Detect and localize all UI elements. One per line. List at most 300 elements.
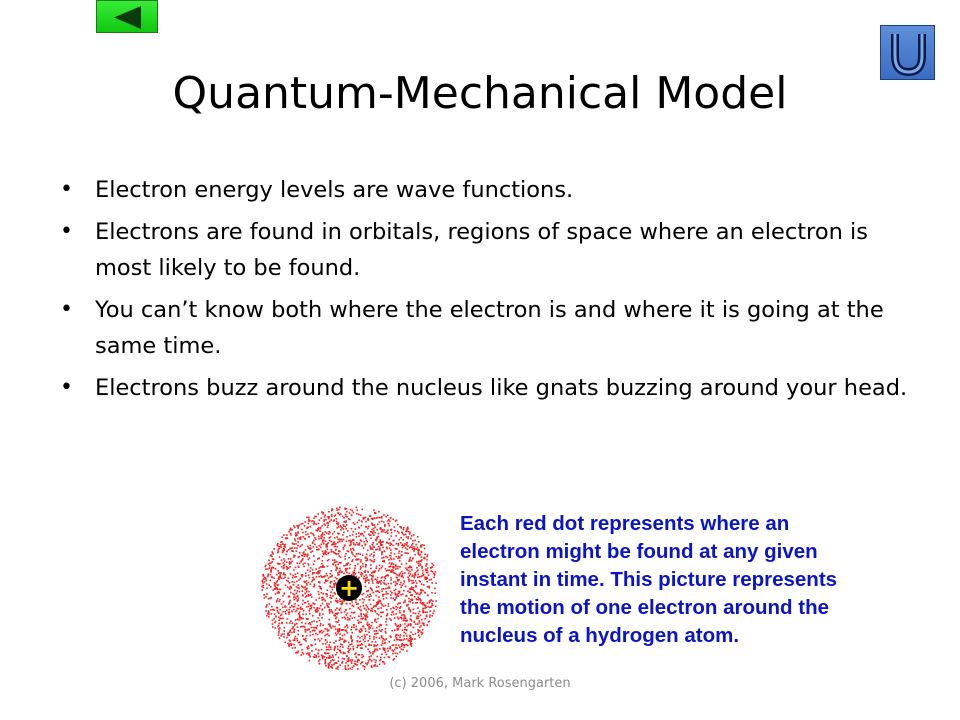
electron-dot: [354, 612, 356, 614]
electron-dot: [296, 592, 298, 594]
electron-dot: [344, 617, 346, 619]
electron-dot: [264, 597, 266, 599]
electron-dot: [285, 538, 287, 540]
electron-dot: [415, 602, 417, 604]
electron-dot: [419, 563, 421, 565]
electron-dot: [412, 580, 414, 582]
electron-dot: [355, 544, 357, 546]
electron-dot: [314, 560, 316, 562]
electron-dot: [424, 557, 426, 559]
electron-dot: [382, 547, 384, 549]
electron-dot: [421, 583, 423, 585]
electron-dot: [398, 532, 400, 534]
electron-dot: [296, 550, 298, 552]
electron-dot: [395, 644, 397, 646]
electron-dot: [278, 601, 280, 603]
electron-dot: [319, 640, 321, 642]
electron-dot: [286, 534, 288, 536]
electron-dot: [386, 575, 388, 577]
electron-dot: [274, 582, 276, 584]
electron-dot: [367, 649, 369, 651]
electron-dot: [379, 547, 381, 549]
electron-dot: [347, 617, 349, 619]
electron-dot: [409, 592, 411, 594]
electron-dot: [309, 610, 311, 612]
electron-dot: [369, 644, 371, 646]
electron-dot: [340, 557, 342, 559]
electron-dot: [371, 544, 373, 546]
electron-dot: [411, 546, 413, 548]
electron-dot: [368, 624, 370, 626]
electron-dot: [409, 532, 411, 534]
electron-dot: [389, 538, 391, 540]
electron-dot: [388, 586, 390, 588]
electron-dot: [399, 584, 401, 586]
electron-dot: [377, 608, 379, 610]
electron-dot: [395, 656, 397, 658]
electron-dot: [321, 617, 323, 619]
electron-dot: [271, 576, 273, 578]
electron-dot: [371, 660, 373, 662]
electron-dot: [306, 588, 308, 590]
electron-dot: [403, 580, 405, 582]
electron-dot: [294, 576, 296, 578]
electron-dot: [297, 532, 299, 534]
electron-dot: [385, 568, 387, 570]
electron-dot: [414, 540, 416, 542]
electron-dot: [311, 627, 313, 629]
electron-dot: [421, 552, 423, 554]
electron-dot: [360, 610, 362, 612]
electron-dot: [368, 660, 370, 662]
electron-dot: [345, 514, 347, 516]
electron-dot: [410, 573, 412, 575]
electron-dot: [278, 617, 280, 619]
electron-dot: [274, 613, 276, 615]
electron-dot: [291, 632, 293, 634]
electron-dot: [397, 629, 399, 631]
electron-dot: [292, 626, 294, 628]
electron-dot: [310, 594, 312, 596]
electron-dot: [323, 543, 325, 545]
electron-dot: [321, 511, 323, 513]
electron-dot: [271, 613, 273, 615]
electron-dot: [281, 622, 283, 624]
electron-dot: [337, 524, 339, 526]
electron-dot: [313, 523, 315, 525]
electron-dot: [283, 567, 285, 569]
electron-dot: [300, 608, 302, 610]
electron-dot: [353, 544, 355, 546]
electron-dot: [273, 578, 275, 580]
electron-dot: [371, 560, 373, 562]
electron-dot: [386, 542, 388, 544]
electron-dot: [357, 522, 359, 524]
electron-dot: [364, 636, 366, 638]
electron-dot: [345, 630, 347, 632]
electron-dot: [350, 548, 352, 550]
electron-dot: [361, 662, 363, 664]
electron-dot: [302, 555, 304, 557]
electron-dot: [351, 528, 353, 530]
electron-dot: [339, 640, 341, 642]
electron-dot: [299, 591, 301, 593]
electron-dot: [410, 615, 412, 617]
electron-dot: [383, 521, 385, 523]
electron-dot: [420, 546, 422, 548]
electron-dot: [365, 631, 367, 633]
electron-dot: [353, 627, 355, 629]
electron-dot: [304, 593, 306, 595]
electron-dot: [390, 579, 392, 581]
electron-dot: [425, 565, 427, 567]
electron-dot: [345, 521, 347, 523]
electron-dot: [330, 646, 332, 648]
electron-dot: [339, 628, 341, 630]
electron-dot: [289, 588, 291, 590]
electron-dot: [375, 665, 377, 667]
electron-dot: [323, 631, 325, 633]
electron-dot: [299, 537, 301, 539]
electron-dot: [316, 656, 318, 658]
electron-dot: [384, 526, 386, 528]
electron-dot: [381, 554, 383, 556]
electron-dot: [348, 540, 350, 542]
electron-dot: [298, 598, 300, 600]
electron-dot: [342, 646, 344, 648]
electron-dot: [383, 514, 385, 516]
electron-dot: [364, 582, 366, 584]
electron-dot: [400, 526, 402, 528]
electron-dot: [299, 546, 301, 548]
electron-dot: [418, 635, 420, 637]
electron-dot: [294, 555, 296, 557]
electron-dot: [336, 598, 338, 600]
electron-dot: [368, 533, 370, 535]
electron-dot: [331, 551, 333, 553]
back-button[interactable]: [96, 0, 158, 33]
electron-dot: [308, 574, 310, 576]
electron-dot: [367, 622, 369, 624]
electron-dot: [386, 597, 388, 599]
electron-dot: [343, 641, 345, 643]
electron-dot: [367, 624, 369, 626]
electron-dot: [328, 649, 330, 651]
electron-dot: [329, 532, 331, 534]
electron-dot: [353, 572, 355, 574]
electron-dot: [283, 636, 285, 638]
electron-dot: [403, 534, 405, 536]
electron-dot: [384, 524, 386, 526]
electron-dot: [318, 591, 320, 593]
electron-dot: [357, 659, 359, 661]
electron-dot: [324, 628, 326, 630]
electron-dot: [390, 565, 392, 567]
electron-dot: [315, 568, 317, 570]
electron-dot: [354, 524, 356, 526]
electron-dot: [350, 540, 352, 542]
electron-dot: [367, 611, 369, 613]
electron-dot: [408, 536, 410, 538]
electron-dot: [314, 654, 316, 656]
electron-dot: [411, 595, 413, 597]
electron-dot: [313, 564, 315, 566]
electron-dot: [281, 633, 283, 635]
electron-dot: [375, 611, 377, 613]
electron-dot: [369, 626, 371, 628]
electron-dot: [329, 537, 331, 539]
electron-dot: [381, 552, 383, 554]
electron-dot: [413, 534, 415, 536]
electron-dot: [352, 539, 354, 541]
electron-dot: [296, 586, 298, 588]
electron-dot: [362, 602, 364, 604]
electron-dot: [412, 634, 414, 636]
electron-dot: [355, 663, 357, 665]
electron-dot: [425, 604, 427, 606]
electron-dot: [394, 530, 396, 532]
electron-dot: [321, 599, 323, 601]
electron-dot: [330, 609, 332, 611]
electron-dot: [352, 646, 354, 648]
electron-dot: [281, 566, 283, 568]
electron-dot: [382, 595, 384, 597]
electron-dot: [346, 524, 348, 526]
electron-dot: [422, 608, 424, 610]
electron-dot: [373, 561, 375, 563]
electron-dot: [287, 618, 289, 620]
electron-dot: [392, 566, 394, 568]
electron-dot: [289, 640, 291, 642]
electron-dot: [305, 531, 307, 533]
electron-dot: [408, 604, 410, 606]
electron-dot: [305, 640, 307, 642]
electron-dot: [435, 606, 437, 608]
electron-dot: [327, 653, 329, 655]
electron-dot: [421, 556, 423, 558]
electron-dot: [316, 524, 318, 526]
bullet-item: • Electrons buzz around the nucleus like gnats buzzing around your head.: [60, 370, 920, 406]
electron-dot: [434, 574, 436, 576]
electron-dot: [432, 613, 434, 615]
electron-dot: [301, 529, 303, 531]
electron-dot: [366, 634, 368, 636]
electron-dot: [384, 650, 386, 652]
electron-dot: [337, 612, 339, 614]
electron-dot: [348, 659, 350, 661]
electron-dot: [293, 606, 295, 608]
electron-dot: [318, 523, 320, 525]
electron-dot: [390, 591, 392, 593]
electron-dot: [352, 554, 354, 556]
electron-dot: [354, 661, 356, 663]
electron-dot: [296, 547, 298, 549]
electron-dot: [417, 592, 419, 594]
electron-dot: [278, 632, 280, 634]
electron-dot: [287, 635, 289, 637]
electron-dot: [347, 568, 349, 570]
electron-dot: [288, 609, 290, 611]
electron-dot: [339, 624, 341, 626]
electron-dot: [307, 546, 309, 548]
electron-dot: [405, 644, 407, 646]
electron-dot: [266, 615, 268, 617]
electron-dot: [313, 620, 315, 622]
electron-dot: [372, 580, 374, 582]
electron-dot: [360, 567, 362, 569]
electron-dot: [414, 549, 416, 551]
electron-dot: [276, 581, 278, 583]
electron-dot: [296, 596, 298, 598]
electron-dot: [335, 632, 337, 634]
electron-dot: [272, 623, 274, 625]
electron-dot: [267, 613, 269, 615]
electron-dot: [265, 596, 267, 598]
electron-dot: [295, 543, 297, 545]
electron-dot: [320, 547, 322, 549]
electron-dot: [313, 517, 315, 519]
electron-dot: [331, 549, 333, 551]
electron-dot: [346, 516, 348, 518]
electron-dot: [312, 542, 314, 544]
electron-dot: [386, 609, 388, 611]
electron-dot: [289, 622, 291, 624]
electron-dot: [406, 536, 408, 538]
electron-dot: [374, 526, 376, 528]
electron-dot: [424, 592, 426, 594]
electron-dot: [303, 610, 305, 612]
electron-dot: [360, 622, 362, 624]
electron-dot: [280, 572, 282, 574]
electron-dot: [285, 585, 287, 587]
electron-dot: [397, 653, 399, 655]
electron-dot: [404, 646, 406, 648]
electron-dot: [381, 588, 383, 590]
electron-dot: [299, 616, 301, 618]
electron-dot: [367, 590, 369, 592]
electron-dot: [399, 602, 401, 604]
electron-dot: [302, 523, 304, 525]
electron-dot: [308, 582, 310, 584]
electron-dot: [364, 531, 366, 533]
electron-dot: [396, 647, 398, 649]
electron-dot: [386, 654, 388, 656]
electron-dot: [361, 630, 363, 632]
electron-dot: [370, 531, 372, 533]
electron-dot: [395, 647, 397, 649]
electron-dot: [327, 633, 329, 635]
electron-dot: [349, 519, 351, 521]
electron-dot: [361, 616, 363, 618]
electron-dot: [388, 583, 390, 585]
electron-dot: [394, 649, 396, 651]
electron-dot: [381, 544, 383, 546]
electron-dot: [324, 566, 326, 568]
electron-dot: [319, 519, 321, 521]
electron-dot: [394, 630, 396, 632]
electron-dot: [318, 567, 320, 569]
electron-dot: [372, 628, 374, 630]
electron-dot: [334, 648, 336, 650]
electron-dot: [287, 586, 289, 588]
electron-dot: [417, 577, 419, 579]
electron-dot: [402, 573, 404, 575]
electron-dot: [396, 637, 398, 639]
electron-dot: [404, 545, 406, 547]
electron-dot: [356, 536, 358, 538]
electron-dot: [327, 549, 329, 551]
electron-dot: [329, 585, 331, 587]
electron-dot: [361, 657, 363, 659]
electron-dot: [375, 641, 377, 643]
electron-dot: [419, 576, 421, 578]
electron-dot: [379, 565, 381, 567]
electron-dot: [435, 571, 437, 573]
electron-dot: [419, 580, 421, 582]
electron-dot: [410, 642, 412, 644]
electron-dot: [389, 547, 391, 549]
electron-dot: [409, 618, 411, 620]
electron-dot: [415, 544, 417, 546]
electron-dot: [282, 611, 284, 613]
electron-dot: [332, 533, 334, 535]
electron-dot: [379, 549, 381, 551]
electron-dot: [309, 622, 311, 624]
electron-dot: [365, 538, 367, 540]
electron-dot: [397, 580, 399, 582]
triangle-left-icon: [97, 1, 159, 34]
electron-dot: [423, 625, 425, 627]
electron-dot: [411, 599, 413, 601]
electron-dot: [297, 640, 299, 642]
electron-dot: [312, 634, 314, 636]
electron-dot: [392, 653, 394, 655]
electron-dot: [268, 616, 270, 618]
electron-dot: [343, 539, 345, 541]
electron-dot: [339, 539, 341, 541]
electron-dot: [303, 551, 305, 553]
electron-dot: [294, 527, 296, 529]
electron-dot: [326, 580, 328, 582]
electron-dot: [385, 588, 387, 590]
electron-dot: [286, 566, 288, 568]
electron-dot: [375, 662, 377, 664]
electron-dot: [373, 575, 375, 577]
electron-dot: [299, 552, 301, 554]
electron-dot: [298, 557, 300, 559]
electron-dot: [364, 615, 366, 617]
electron-dot: [366, 596, 368, 598]
electron-dot: [419, 611, 421, 613]
electron-dot: [310, 635, 312, 637]
electron-dot: [314, 537, 316, 539]
electron-dot: [303, 536, 305, 538]
electron-dot: [399, 560, 401, 562]
electron-dot: [297, 587, 299, 589]
electron-dot: [308, 536, 310, 538]
electron-dot: [407, 567, 409, 569]
electron-dot: [335, 569, 337, 571]
electron-dot: [278, 563, 280, 565]
electron-dot: [363, 518, 365, 520]
electron-dot: [394, 593, 396, 595]
electron-dot: [373, 554, 375, 556]
electron-dot: [302, 600, 304, 602]
electron-dot: [357, 607, 359, 609]
electron-dot: [335, 640, 337, 642]
electron-dot: [331, 587, 333, 589]
electron-dot: [293, 569, 295, 571]
